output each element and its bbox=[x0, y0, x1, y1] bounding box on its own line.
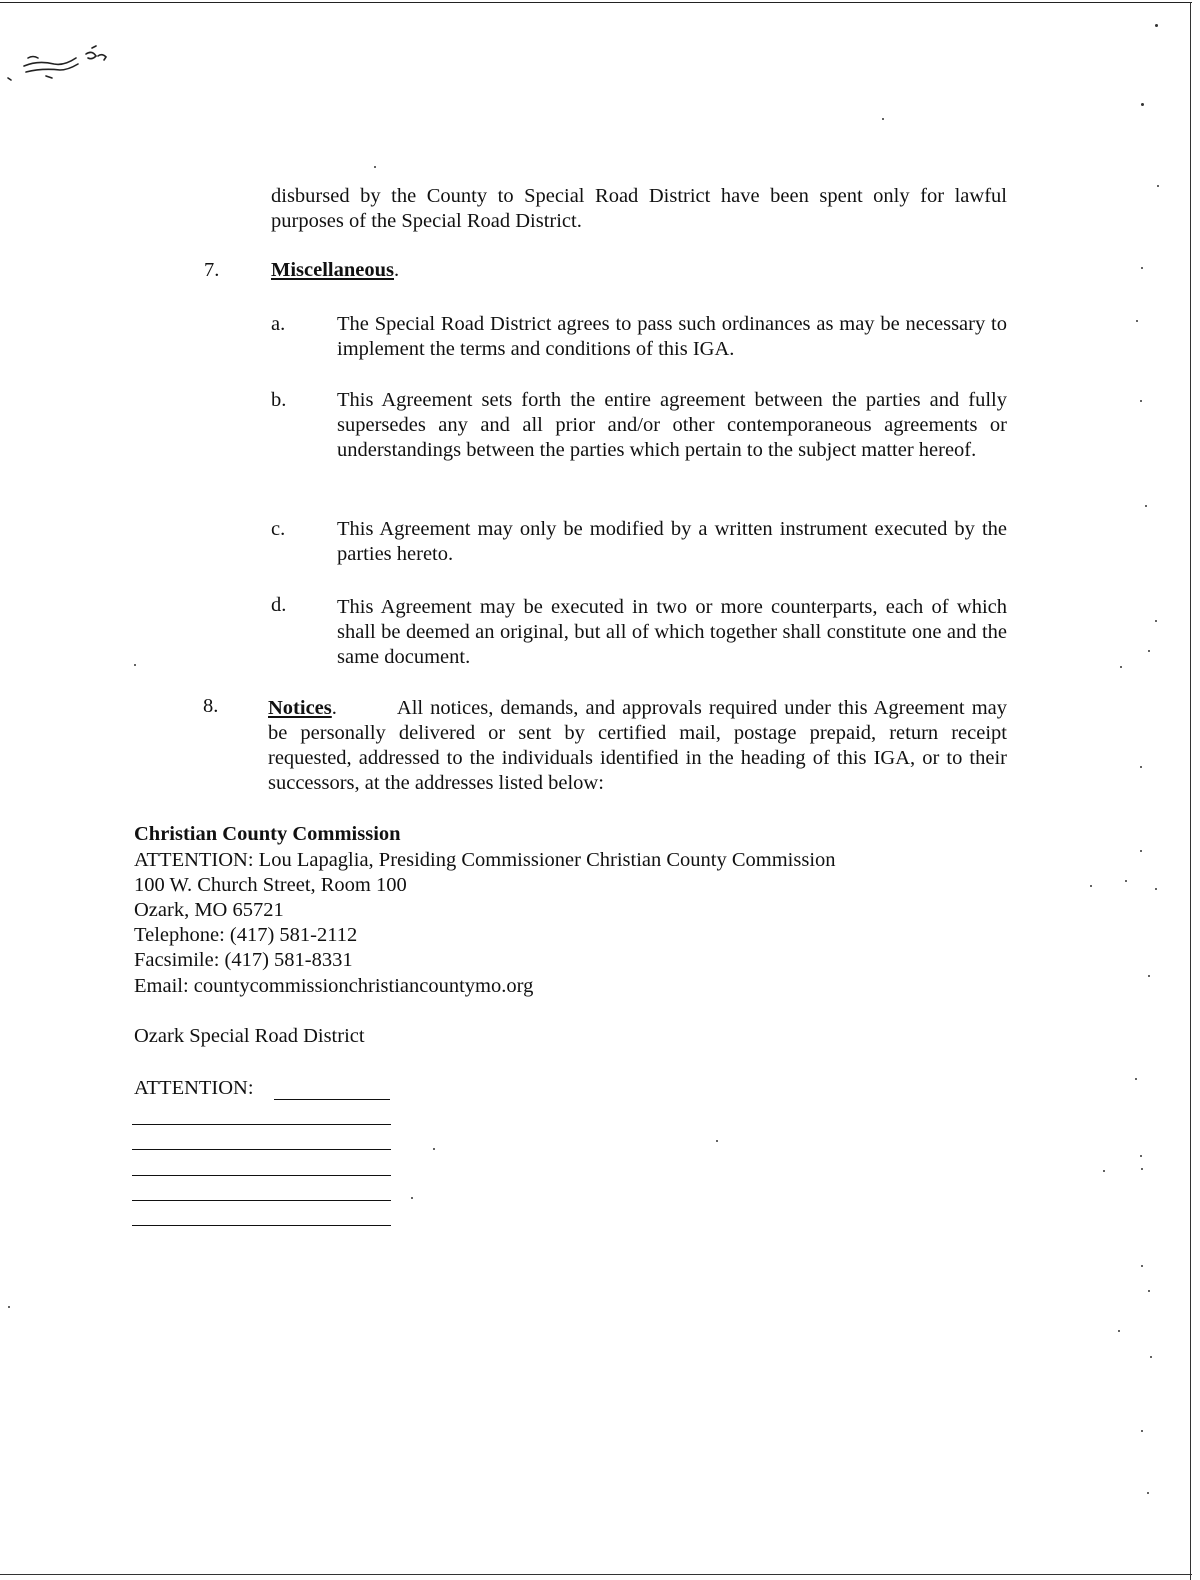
item-c-letter: c. bbox=[271, 518, 286, 540]
section-7-title: Miscellaneous bbox=[271, 259, 394, 281]
scan-speck bbox=[1155, 24, 1158, 27]
item-a-text: The Special Road District agrees to pass such ordinances as may be necessary to implement the terms and conditions of this IGA. bbox=[337, 313, 1007, 360]
scan-speck bbox=[1125, 880, 1127, 882]
section-8-text: All notices, demands, and approvals required under this Agreement may be personally delivered or sent by certified mail, postage prepaid, return receipt requested, addressed to the individuals identified in the heading of this IGA, or to their successors, at the addresses listed below: bbox=[268, 697, 1007, 794]
section-8-title: Notices bbox=[268, 697, 332, 719]
section-7-title-suffix: . bbox=[394, 259, 400, 281]
scan-speck bbox=[1148, 650, 1150, 652]
scan-speck bbox=[882, 118, 884, 120]
scan-speck bbox=[1147, 1492, 1149, 1494]
scan-speck bbox=[1145, 505, 1147, 507]
section-8-number: 8. bbox=[203, 695, 219, 717]
scan-speck bbox=[1157, 185, 1159, 187]
scan-speck bbox=[1141, 103, 1144, 106]
scan-speck bbox=[1141, 267, 1143, 269]
county-attention: ATTENTION: Lou Lapaglia, Presiding Commissioner Christian County Commission bbox=[134, 849, 836, 871]
scan-speck bbox=[1120, 666, 1122, 668]
item-d-text: This Agreement may be executed in two or more counterparts, each of which shall be deemed an original, but all of which together shall constitute one and the same document. bbox=[337, 596, 1007, 668]
county-city: Ozark, MO 65721 bbox=[134, 899, 284, 921]
scan-speck bbox=[433, 1148, 435, 1150]
address-blank-line bbox=[132, 1225, 391, 1226]
county-telephone: Telephone: (417) 581-2112 bbox=[134, 924, 358, 946]
section-8-title-suffix: . bbox=[331, 697, 337, 719]
handwritten-mark-icon bbox=[6, 44, 116, 88]
page-edge-top bbox=[0, 2, 1192, 3]
address-blank-line bbox=[132, 1124, 391, 1125]
scan-speck bbox=[134, 664, 136, 666]
scan-speck bbox=[716, 1140, 718, 1142]
scan-speck bbox=[1140, 1155, 1142, 1157]
county-facsimile: Facsimile: (417) 581-8331 bbox=[134, 949, 353, 971]
section-7-number: 7. bbox=[204, 259, 220, 281]
address-blank-line bbox=[132, 1175, 391, 1176]
county-name: Christian County Commission bbox=[134, 823, 401, 845]
item-b-letter: b. bbox=[271, 389, 287, 411]
scan-speck bbox=[411, 1197, 413, 1199]
scan-speck bbox=[1140, 766, 1142, 768]
scan-speck bbox=[1141, 1430, 1143, 1432]
district-attention-label: ATTENTION: bbox=[134, 1077, 254, 1099]
scan-speck bbox=[1148, 1290, 1150, 1292]
item-c-text: This Agreement may only be modified by a written instrument executed by the parties hereto. bbox=[337, 518, 1007, 565]
item-d-letter: d. bbox=[271, 594, 287, 616]
scan-speck bbox=[1090, 885, 1092, 887]
scan-speck bbox=[374, 166, 376, 168]
scan-speck bbox=[1118, 1330, 1120, 1332]
scan-speck bbox=[1141, 1168, 1143, 1170]
district-name: Ozark Special Road District bbox=[134, 1025, 365, 1047]
scan-speck bbox=[1136, 320, 1138, 322]
scan-speck bbox=[1148, 975, 1150, 977]
page-edge-bottom bbox=[0, 1574, 1192, 1575]
county-email: Email: countycommissionchristiancountymo.org bbox=[134, 975, 534, 997]
section-7-heading bbox=[271, 258, 399, 283]
address-blank-line bbox=[132, 1149, 391, 1150]
intro-paragraph: disbursed by the County to Special Road District have been spent only for lawful purposes of the Special Road District. bbox=[271, 185, 1007, 232]
scan-speck bbox=[1135, 1078, 1137, 1080]
scan-speck bbox=[1140, 400, 1142, 402]
scan-speck bbox=[1155, 888, 1157, 890]
scan-speck bbox=[8, 1306, 10, 1308]
item-a-letter: a. bbox=[271, 313, 286, 335]
scan-speck bbox=[1155, 620, 1157, 622]
item-b-text: This Agreement sets forth the entire agreement between the parties and fully supersedes any and all prior and/or other contemporaneous agreements or understandings between the parties which pertain to the subject matter hereof. bbox=[337, 389, 1007, 461]
section-8-paragraph bbox=[268, 696, 1007, 796]
page-edge-right bbox=[1190, 2, 1191, 1580]
scan-speck bbox=[1141, 1265, 1143, 1267]
scan-speck bbox=[1103, 1170, 1105, 1172]
county-street: 100 W. Church Street, Room 100 bbox=[134, 874, 407, 896]
attention-blank-line bbox=[274, 1099, 390, 1100]
scan-speck bbox=[1140, 850, 1142, 852]
address-blank-line bbox=[132, 1200, 391, 1201]
scan-speck bbox=[1150, 1356, 1152, 1358]
